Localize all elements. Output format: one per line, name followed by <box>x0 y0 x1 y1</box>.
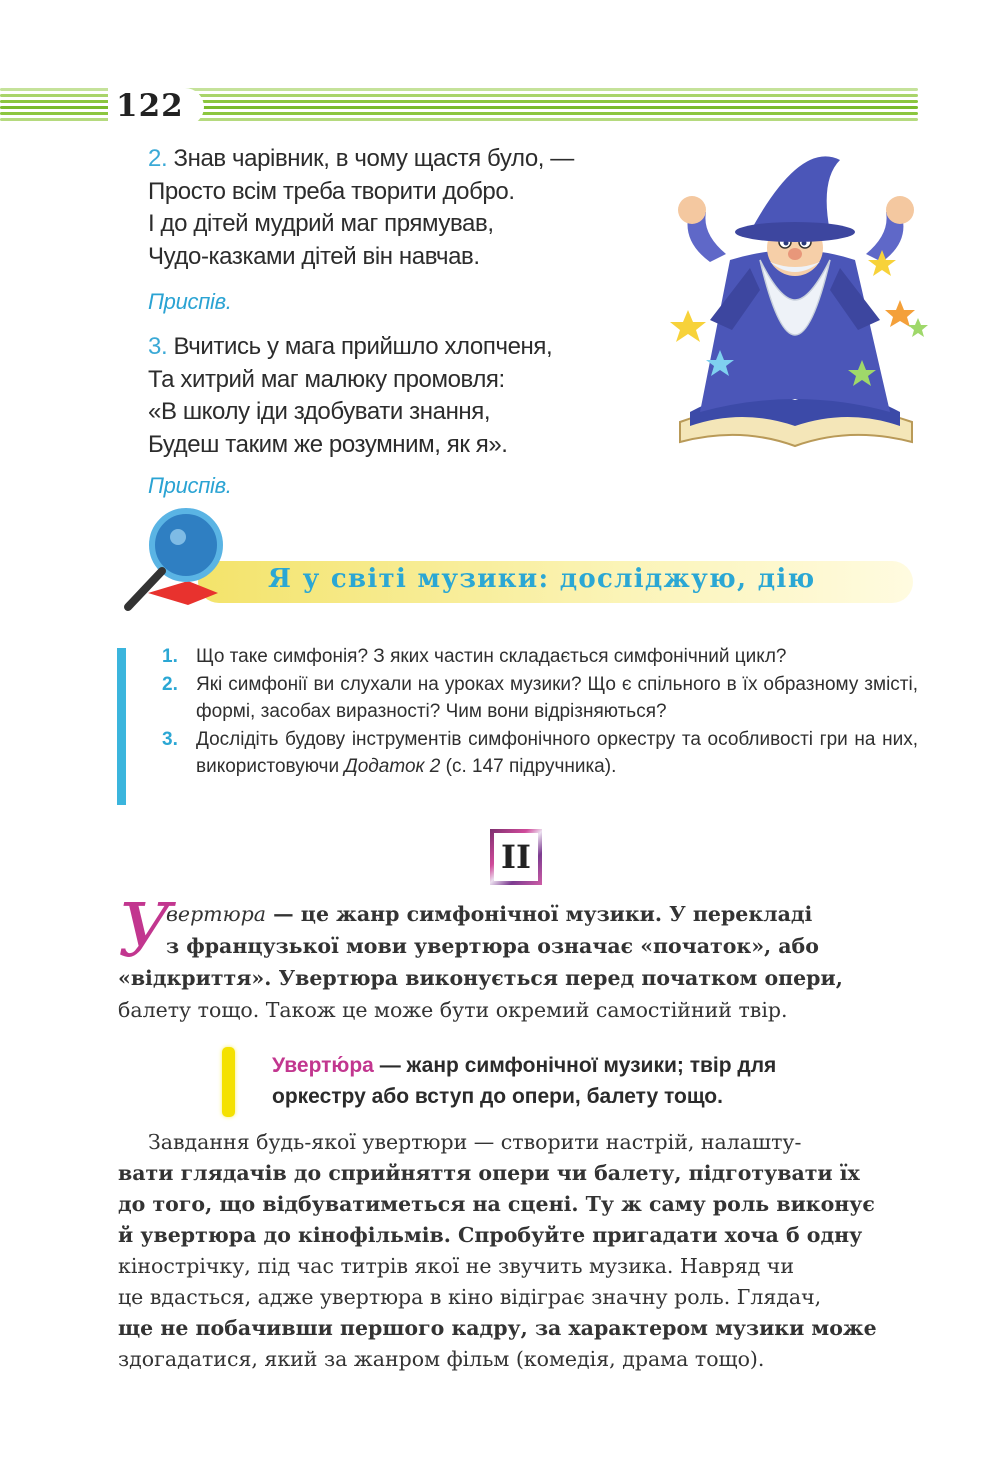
verse-line: І до дітей мудрий маг прямував, <box>148 210 494 237</box>
wizard-illustration <box>650 150 940 460</box>
song-verses <box>148 143 648 501</box>
appendix-reference: Додаток 2 <box>344 756 441 777</box>
chorus-label: Приспів. <box>148 473 232 498</box>
roman-numeral: II <box>494 833 538 881</box>
page-number: 122 <box>116 88 184 124</box>
verse-line: Будеш таким же розумним, як я». <box>148 430 508 458</box>
roman-numeral-badge <box>490 829 542 885</box>
questions-list <box>162 643 918 781</box>
question-number: 3. <box>162 728 178 750</box>
text-line: й увертюра до кінофільмів. Спробуйте пригадати хоча б одну <box>118 1223 863 1247</box>
term-italic: вертюра <box>166 902 267 926</box>
question-number: 2. <box>162 673 178 695</box>
verse-line: 3. Вчитись у мага прийшло хлопченя, <box>148 333 553 360</box>
question-number: 1. <box>162 646 178 667</box>
question-item: 1. Що таке симфонія? З яких частин складається симфонічний цикл? <box>162 643 918 671</box>
verse-line: «В школу іди здобувати знання, <box>148 398 491 425</box>
text-line: кінострічку, під час титрів якої не звучить музика. Навряд чи <box>118 1254 795 1278</box>
question-item: 2. Які симфонії ви слухали на уроках музики? Що є спільного в їх образному змісті, формі, засобах виразності? Чим вони відрізняються? <box>162 671 918 726</box>
verse-number: 3. <box>148 333 168 360</box>
text-line: ще не побачивши першого кадру, за характером музики може <box>118 1316 877 1340</box>
verse-number: 2. <box>148 145 168 172</box>
text-line: вати глядачів до сприйняття опери чи балету, підготувати їх <box>118 1161 860 1185</box>
body-paragraph <box>118 1127 918 1375</box>
text-line: здогадатися, який за жанром фільм (комедія, драма тощо). <box>118 1347 765 1371</box>
verse-line: Чудо-казками дітей він навчав. <box>148 242 480 270</box>
intro-paragraph: У вертюра — це жанр симфонічної музики. У перекладі з французької мови увертюра означає «початок», або «відкриття». Увертюра виконується перед початком опери, балету тощо. Також це може бути окремий самостійний твір. <box>118 888 843 1022</box>
text-line: Завдання будь-якої увертюри — створити настрій, налашту- <box>148 1130 802 1154</box>
section-banner <box>118 505 918 615</box>
verse-line: Та хитрий маг малюку промовля: <box>148 365 505 393</box>
text-line: до того, що відбуватиметься на сцені. Ту ж саму роль виконує <box>118 1192 875 1216</box>
definition-term: Увертю́ра <box>272 1054 374 1077</box>
section-title: Я у світі музики: досліджую, дію <box>268 564 816 594</box>
chorus-label: Приспів. <box>148 289 232 314</box>
text-line: це вдасться, адже увертюра в кіно відіграє значну роль. Глядач, <box>118 1285 822 1309</box>
verse-line: Просто всім треба творити добро. <box>148 177 515 205</box>
question-item: 3. Дослідіть будову інструментів симфонічного оркестру та особливості гри на них, використовуючи Додаток 2 (с. 147 підручника). <box>162 726 918 781</box>
definition-accent-bar <box>222 1047 235 1117</box>
verse-line: 2. Знав чарівник, в чому щастя було, — <box>148 145 574 172</box>
questions-accent-bar <box>117 648 126 805</box>
drop-cap: У <box>118 888 172 974</box>
definition: Увертю́ра — жанр симфонічної музики; твір для оркестру або вступ до опери, балету тощо. <box>272 1054 777 1108</box>
